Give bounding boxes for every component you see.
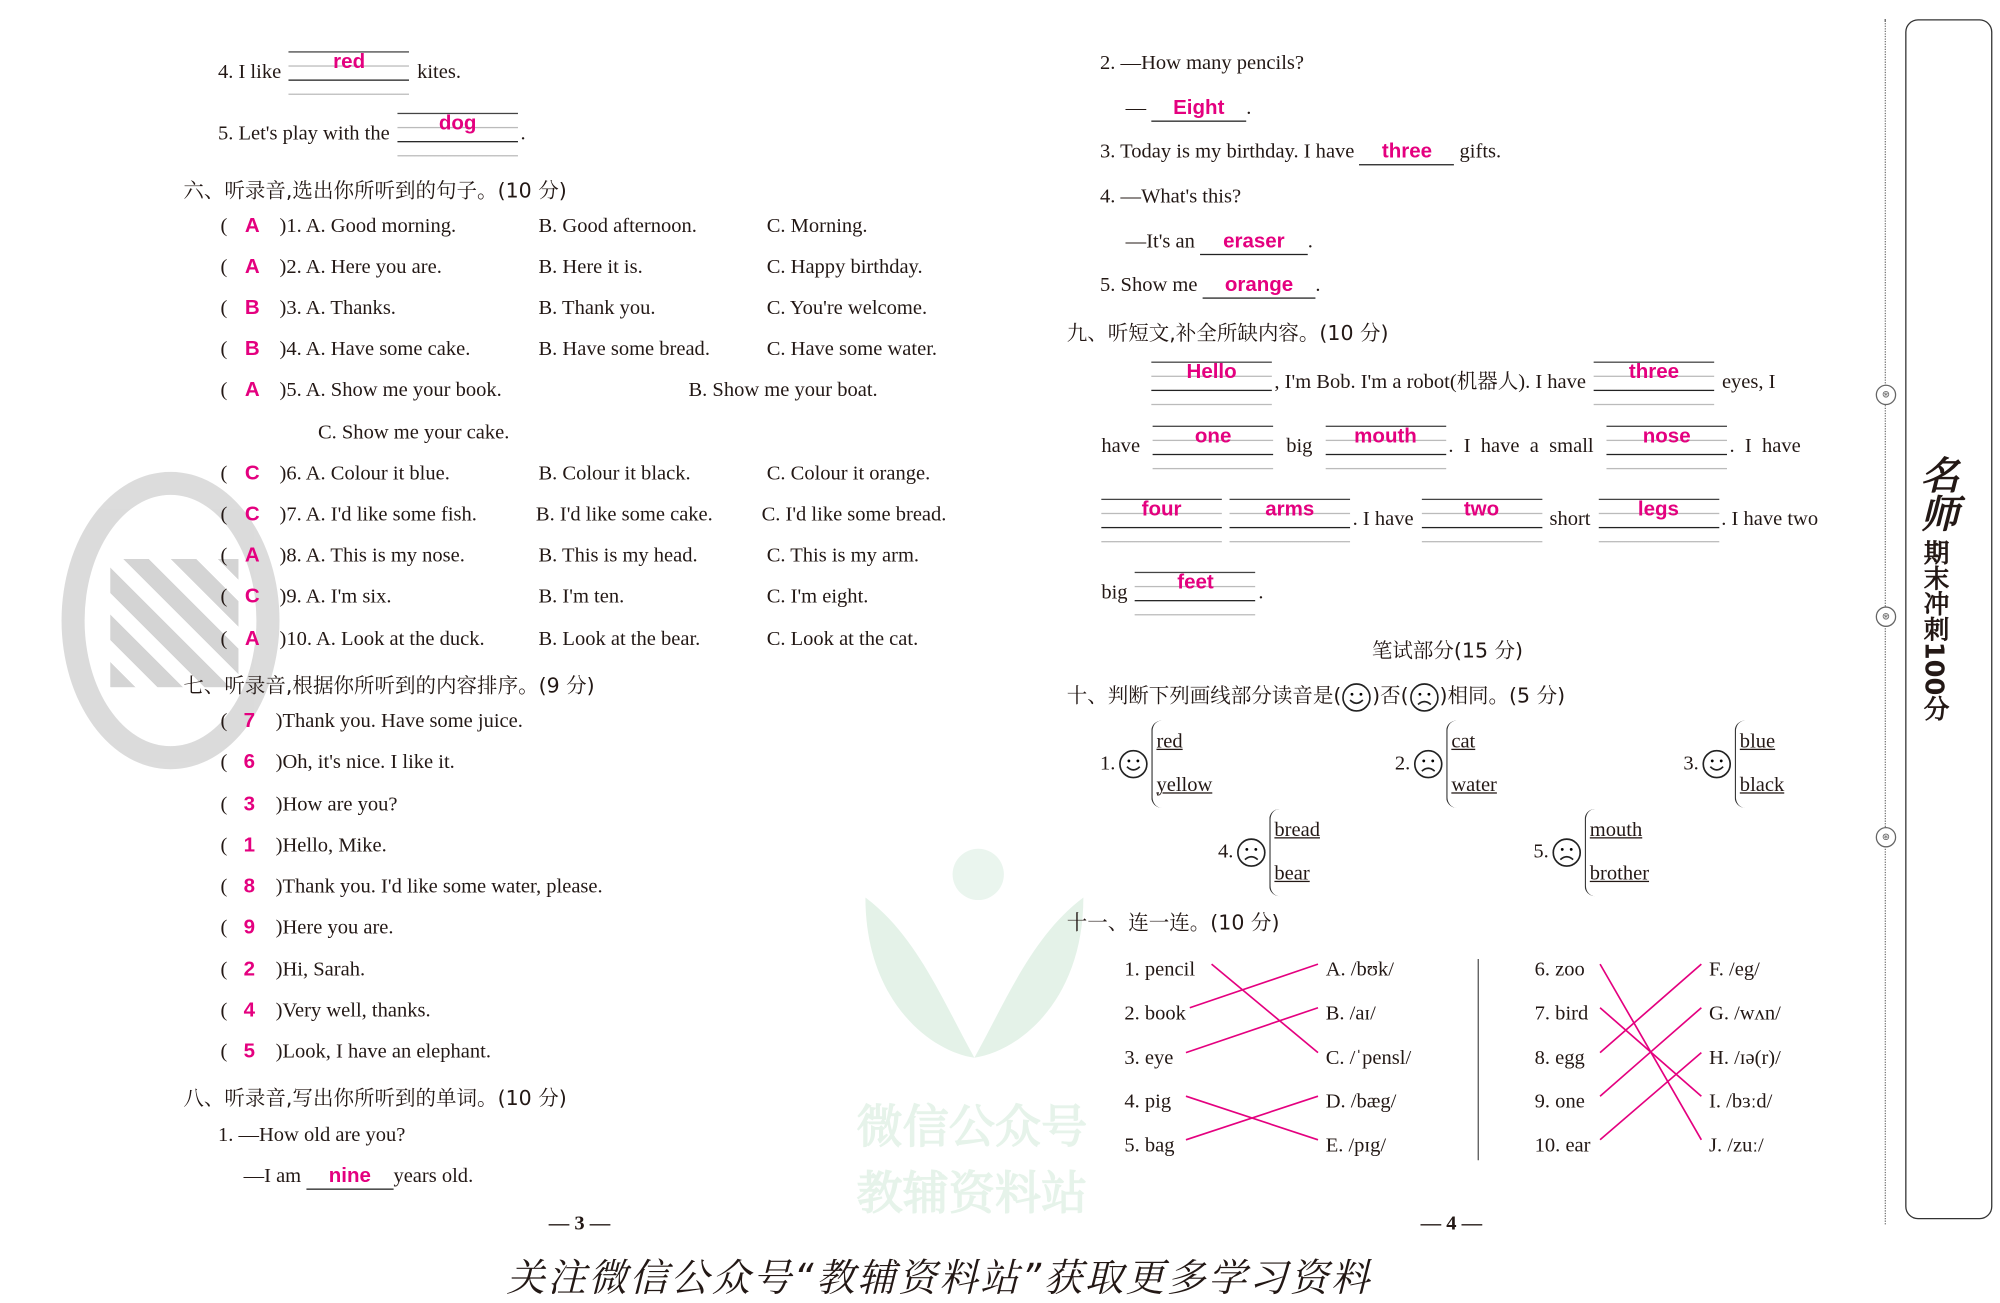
binding-hole-icon: ⊛	[1876, 606, 1897, 627]
option-c: C. Look at the cat.	[766, 628, 919, 651]
word-2: yellow	[1156, 774, 1213, 797]
option-b: B. This is my head.	[538, 544, 698, 567]
match-line	[1186, 1008, 1318, 1053]
paren-open: (	[220, 338, 228, 361]
word-1: blue	[1739, 730, 1776, 753]
paren-open: (	[220, 297, 228, 320]
passage-text: short	[1549, 508, 1591, 531]
answer: B	[244, 297, 260, 320]
option-c: C. Have some water.	[766, 338, 938, 361]
section-8-heading: 八、听录音,写出你所听到的单词。(10 分)	[183, 1085, 567, 1111]
question-4-right: 4. —What's this?	[1100, 185, 1242, 208]
passage-text: big	[1286, 435, 1313, 458]
answer: one	[1194, 425, 1232, 448]
option-b: B. I'd like some cake.	[535, 503, 713, 526]
question-text: —I am	[243, 1165, 302, 1188]
question-text: 4. I like	[217, 61, 282, 83]
option-a: )1. A. Good morning.	[279, 215, 457, 238]
word-1: red	[1156, 730, 1183, 753]
option-c: C. Show me your cake.	[317, 421, 510, 444]
match-word: 9. one	[1534, 1091, 1585, 1113]
paren-open: (	[220, 999, 228, 1022]
match-word: 3. eye	[1124, 1047, 1174, 1070]
option-b: B. Here it is.	[538, 256, 643, 279]
logo-subtitle: 期末冲刺100分	[1919, 539, 1951, 721]
option-b: B. Thank you.	[538, 297, 656, 320]
answer: A	[244, 256, 260, 279]
heading-text: )相同。(5 分)	[1439, 683, 1566, 708]
answer: dog	[438, 112, 477, 135]
option-c: C. I'd like some bread.	[761, 503, 947, 526]
option-b: B. Show me your boat.	[688, 379, 878, 402]
word-1: cat	[1451, 730, 1476, 753]
option-a: )10. A. Look at the duck.	[279, 628, 485, 651]
match-word: 2. book	[1124, 1002, 1186, 1025]
word-2: black	[1739, 774, 1785, 797]
paren-open: (	[220, 544, 228, 567]
paren-open: (	[220, 875, 228, 898]
match-option: E. /pɪg/	[1325, 1134, 1387, 1157]
answer: red	[333, 51, 366, 74]
option-c: C. Morning.	[766, 215, 868, 238]
match-line	[1600, 1053, 1701, 1140]
match-option: G. /wʌn/	[1709, 1002, 1781, 1025]
option-a: )9. A. I'm six.	[279, 585, 392, 608]
option-a: )4. A. Have some cake.	[279, 338, 471, 361]
answer: A	[244, 628, 260, 651]
passage-text: , I'm Bob. I'm a robot(机器人). I have	[1274, 371, 1587, 394]
answer: 7	[243, 710, 256, 733]
match-option: H. /ɪə(r)/	[1709, 1047, 1781, 1070]
page-number-4: — 4 —	[1420, 1212, 1483, 1235]
passage-text: have	[1101, 435, 1141, 458]
match-word: 10. ear	[1534, 1134, 1591, 1157]
paren-open: (	[220, 503, 228, 526]
answer: orange	[1224, 274, 1294, 297]
answer: Hello	[1186, 361, 1237, 384]
option-a: )5. A. Show me your book.	[279, 379, 502, 402]
answer: 4	[243, 999, 256, 1022]
section-6-heading: 六、听录音,选出你所听到的句子。(10 分)	[183, 178, 567, 203]
match-option: A. /bʊk/	[1325, 959, 1394, 981]
passage-text: . I have a small	[1448, 435, 1594, 458]
binding-hole-icon: ⊛	[1876, 827, 1897, 848]
sentence: )Very well, thanks.	[275, 999, 431, 1022]
question-text: kites.	[417, 61, 461, 83]
sentence: )How are you?	[275, 792, 398, 815]
question-text: 5. Show me	[1100, 274, 1198, 297]
option-b: B. I'm ten.	[538, 585, 625, 608]
item-number: 4.	[1217, 841, 1234, 863]
match-option: J. /zuː/	[1709, 1134, 1764, 1157]
item-number: 3.	[1683, 752, 1699, 775]
sentence: )Hi, Sarah.	[275, 958, 366, 981]
answer: A	[244, 379, 260, 402]
option-c: C. Colour it orange.	[766, 462, 931, 485]
answer: A	[244, 544, 260, 567]
paren-open: (	[220, 215, 228, 238]
answer: 1	[243, 834, 256, 857]
passage-text: big	[1101, 581, 1128, 604]
heading-text: 十、判断下列画线部分读音是(	[1066, 683, 1342, 708]
passage-text: eyes, I	[1721, 371, 1776, 394]
match-word: 7. bird	[1534, 1002, 1589, 1025]
word-1: mouth	[1589, 819, 1643, 842]
paren-open: (	[220, 792, 228, 815]
match-word: 8. egg	[1534, 1047, 1585, 1070]
question-text: 5. Let's play with the	[217, 122, 390, 145]
answer: two	[1463, 498, 1500, 521]
item-number: 2.	[1394, 752, 1411, 775]
paren-open: (	[220, 917, 228, 939]
match-line	[1600, 964, 1701, 1052]
paren-open: (	[220, 834, 228, 857]
match-option: D. /bæg/	[1325, 1091, 1397, 1113]
answer: arms	[1265, 498, 1315, 521]
item-number: 5.	[1533, 841, 1549, 863]
answer: C	[244, 585, 260, 608]
option-b: B. Have some bread.	[538, 338, 710, 361]
heading-text: )否(	[1372, 683, 1409, 708]
answer: four	[1141, 498, 1182, 521]
word-2: water	[1451, 774, 1497, 797]
answer: 8	[243, 875, 256, 898]
answer: three	[1381, 141, 1433, 163]
option-c: C. Happy birthday.	[766, 256, 923, 279]
brand-logo	[1912, 455, 1963, 721]
footer-banner: 关注微信公众号“教辅资料站”获取更多学习资料	[506, 1256, 1372, 1302]
option-b: B. Good afternoon.	[538, 215, 697, 238]
question-text: .	[1315, 274, 1321, 297]
word-2: brother	[1589, 862, 1650, 885]
paren-open: (	[220, 710, 228, 733]
section-7-heading: 七、听录音,根据你所听到的内容排序。(9 分)	[183, 673, 595, 698]
match-option: B. /aɪ/	[1325, 1002, 1376, 1025]
word-1: bread	[1274, 819, 1320, 842]
answer: nose	[1642, 425, 1691, 448]
word-2: bear	[1274, 862, 1310, 885]
option-a: )7. A. I'd like some fish.	[279, 503, 477, 526]
answer: 6	[243, 751, 256, 774]
paren-open: (	[220, 958, 228, 981]
paren-open: (	[220, 628, 228, 651]
answer: legs	[1637, 498, 1679, 521]
answer: C	[244, 462, 260, 485]
passage-text: .	[1258, 581, 1264, 604]
option-c: C. I'm eight.	[766, 585, 869, 608]
section-11-heading: 十一、连一连。(10 分)	[1066, 910, 1280, 935]
match-word: 1. pencil	[1124, 959, 1196, 981]
match-word: 5. bag	[1124, 1134, 1175, 1157]
question-text: gifts.	[1459, 141, 1502, 163]
section-9-heading: 九、听短文,补全所缺内容。(10 分)	[1066, 320, 1389, 345]
answer: 9	[243, 917, 256, 939]
written-part-heading: 笔试部分(15 分)	[1371, 638, 1524, 663]
option-c: C. You're welcome.	[766, 297, 928, 320]
answer: nine	[328, 1165, 371, 1188]
match-option: I. /bɜːd/	[1709, 1091, 1773, 1113]
sentence: )Thank you. Have some juice.	[275, 710, 523, 733]
question-text: .	[520, 122, 526, 145]
question-text: 3. Today is my birthday. I have	[1100, 141, 1355, 163]
passage-text: . I have	[1729, 435, 1801, 458]
binding-hole-icon: ⊛	[1876, 385, 1897, 406]
paren-open: (	[220, 751, 228, 774]
match-option: F. /eg/	[1709, 959, 1760, 981]
sentence: )Thank you. I'd like some water, please.	[275, 875, 603, 898]
answer: A	[244, 215, 260, 238]
paren-open: (	[220, 1041, 228, 1063]
watermark-text-1: 微信公众号	[856, 1101, 1088, 1154]
question-text: .	[1307, 230, 1313, 253]
passage-text: . I have	[1352, 508, 1414, 531]
answer: C	[244, 503, 260, 526]
match-word: 4. pig	[1124, 1091, 1172, 1113]
page-number-3: — 3 —	[548, 1212, 611, 1235]
option-a: )8. A. This is my nose.	[279, 544, 465, 567]
option-c: C. This is my arm.	[766, 544, 920, 567]
answer: 3	[243, 792, 256, 815]
question-2: 2. —How many pencils?	[1100, 52, 1304, 75]
answer: three	[1628, 361, 1680, 384]
answer: B	[244, 338, 260, 361]
option-a: )3. A. Thanks.	[279, 297, 396, 320]
answer: 2	[243, 958, 256, 981]
question-text: —	[1125, 97, 1147, 120]
paren-open: (	[220, 379, 228, 402]
sentence: )Hello, Mike.	[275, 834, 387, 857]
question-text: years old.	[393, 1165, 474, 1188]
logo-text: 名师	[1912, 455, 1958, 533]
match-line	[1190, 964, 1318, 1008]
option-b: B. Colour it black.	[538, 462, 691, 485]
passage-text: . I have two	[1721, 508, 1819, 531]
answer: feet	[1177, 571, 1214, 594]
sentence: )Look, I have an elephant.	[275, 1041, 491, 1063]
answer: mouth	[1354, 425, 1417, 448]
option-b: B. Look at the bear.	[538, 628, 701, 651]
answer: eraser	[1223, 230, 1285, 253]
paren-open: (	[220, 462, 228, 485]
option-a: )2. A. Here you are.	[279, 256, 442, 279]
question-text: .	[1246, 97, 1252, 120]
paren-open: (	[220, 256, 228, 279]
answer: Eight	[1173, 97, 1225, 120]
option-a: )6. A. Colour it blue.	[279, 462, 450, 485]
match-word: 6. zoo	[1534, 959, 1585, 981]
paren-open: (	[220, 585, 228, 608]
answer: 5	[243, 1041, 256, 1063]
sentence: )Here you are.	[275, 917, 394, 939]
match-option: C. /ˈpensl/	[1325, 1047, 1412, 1070]
question-text: —It's an	[1125, 230, 1195, 253]
watermark-text-2: 教辅资料站	[856, 1167, 1088, 1221]
item-number: 1.	[1100, 752, 1116, 775]
sentence: )Oh, it's nice. I like it.	[275, 751, 455, 774]
section-8-q1: 1. —How old are you?	[217, 1124, 406, 1147]
